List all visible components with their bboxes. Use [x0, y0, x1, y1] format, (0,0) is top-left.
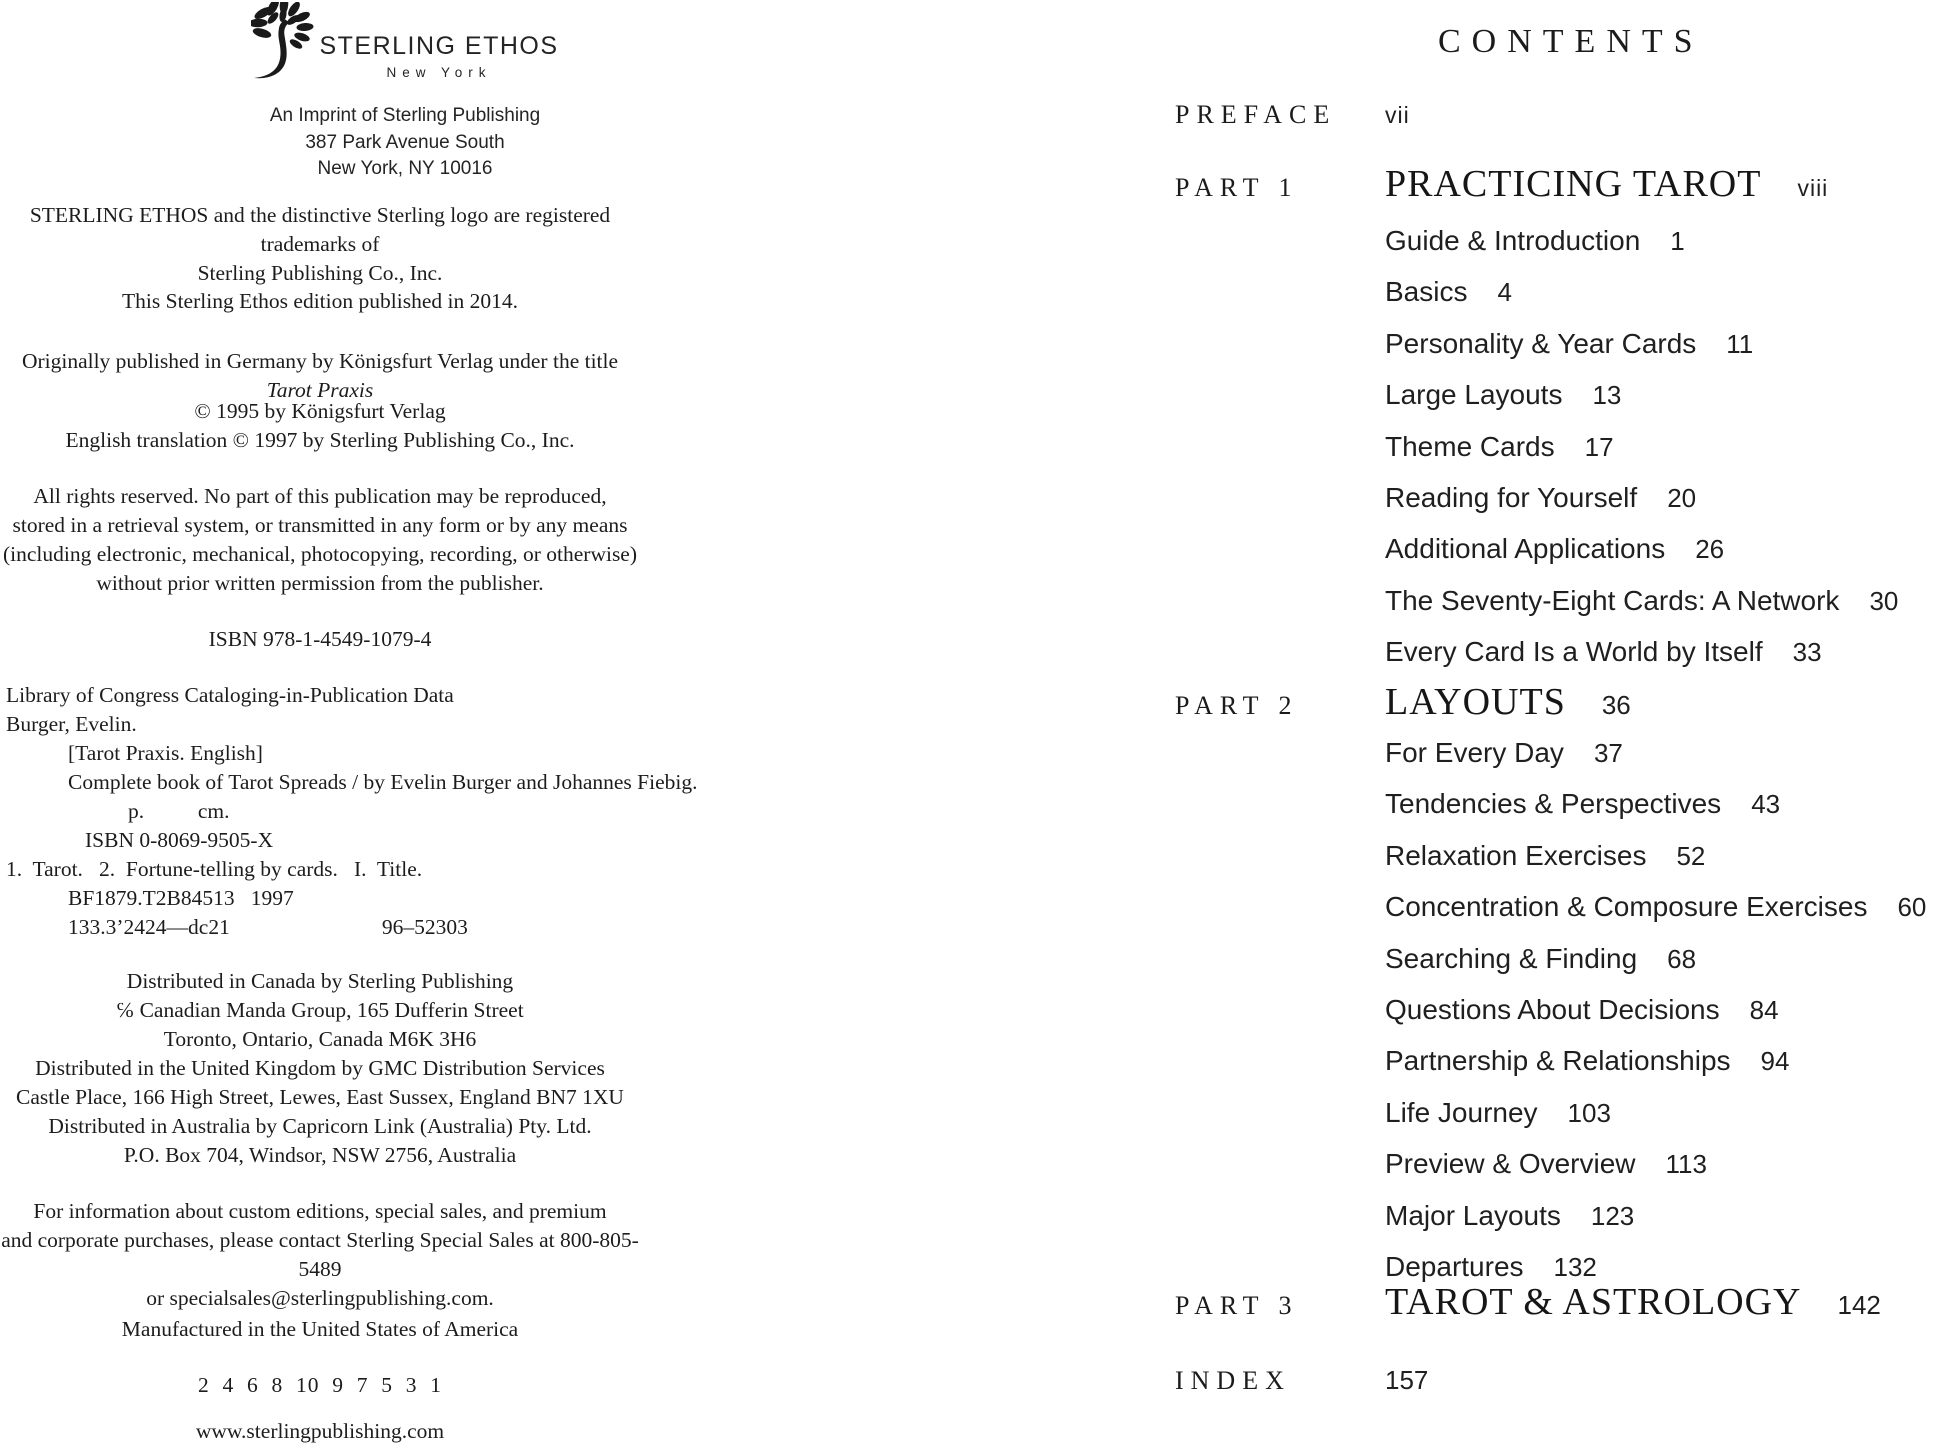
part-2-title: LAYOUTS	[1385, 681, 1566, 723]
chapter-title: The Seventy-Eight Cards: A Network	[1385, 584, 1840, 616]
toc-part-3	[1175, 1280, 1881, 1324]
chapter-title: Major Layouts	[1385, 1199, 1561, 1231]
rights-line: stored in a retrieval system, or transmitted in any form or by any means	[12, 513, 628, 537]
copyright-line: © 1995 by Königsfurt Verlag	[194, 399, 446, 423]
chapter-page-number: 30	[1869, 585, 1899, 616]
chapter-title: Tendencies & Perspectives	[1385, 788, 1722, 820]
chapter-page-number: 68	[1667, 943, 1697, 974]
publisher-website: www.sterlingpublishing.com	[195, 1419, 445, 1443]
chapter-page-number: 37	[1593, 738, 1623, 768]
distribution-line: Toronto, Ontario, Canada M6K 3H6	[163, 1027, 477, 1051]
part-2-label: PART 2	[1175, 691, 1299, 720]
toc-entry	[1385, 1098, 1926, 1129]
toc-part-1	[1175, 162, 1828, 206]
toc-entry	[1385, 483, 1898, 514]
toc-entry	[1385, 892, 1926, 923]
catalog-subjects: 1. Tarot. 2. Fortune-telling by cards. I. Title.	[6, 857, 423, 881]
toc-entry	[1385, 637, 1898, 668]
distribution-line: Distributed in the United Kingdom by GMC Distribution Services	[35, 1056, 605, 1080]
toc-entry	[1385, 534, 1898, 565]
toc-entry	[1385, 1149, 1926, 1180]
publisher-city: New York	[386, 65, 492, 80]
chapter-page-number: 94	[1760, 1046, 1790, 1077]
part-2-chapters	[1385, 738, 1926, 1303]
trademark-line: Sterling Publishing Co., Inc.	[197, 261, 443, 285]
special-sales-line: or specialsales@sterlingpublishing.com.	[146, 1286, 494, 1310]
distribution-block	[0, 967, 640, 1170]
chapter-title: Theme Cards	[1385, 430, 1555, 462]
catalog-author: Burger, Evelin.	[6, 712, 137, 736]
toc-entry	[1385, 1201, 1926, 1232]
chapter-page-number: 11	[1726, 328, 1754, 359]
part-2-page-number: 36	[1601, 690, 1631, 720]
part-3-page-number: 142	[1837, 1290, 1881, 1320]
imprint-address	[0, 103, 810, 183]
chapter-page-number: 84	[1749, 994, 1779, 1025]
chapter-page-number: 26	[1695, 534, 1725, 565]
original-publication-prefix: Originally published in Germany by Königsfurt Verlag under the title	[21, 349, 619, 373]
part-1-page-number: viii	[1797, 175, 1829, 201]
chapter-page-number: 1	[1670, 226, 1685, 256]
preface-page-number: vii	[1385, 102, 1410, 128]
toc-entry	[1385, 432, 1898, 463]
special-sales-line: and corporate purchases, please contact Sterling Special Sales at 800-805-5489	[1, 1228, 639, 1281]
manufactured-note: Manufactured in the United States of America	[121, 1317, 519, 1341]
copyright-page	[0, 0, 810, 1452]
toc-entry	[1385, 226, 1898, 257]
rights-notice	[0, 482, 640, 598]
catalog-heading: Library of Congress Cataloging-in-Publication Data	[6, 683, 454, 707]
chapter-title: For Every Day	[1385, 737, 1564, 768]
toc-entry	[1385, 329, 1898, 360]
copyright-line: English translation © 1997 by Sterling Publishing Co., Inc.	[65, 428, 575, 452]
chapter-title: Every Card Is a World by Itself	[1385, 636, 1763, 668]
special-sales-info	[0, 1197, 640, 1313]
chapter-title: Searching & Finding	[1385, 942, 1638, 974]
chapter-page-number: 4	[1497, 277, 1512, 308]
contents-page	[1100, 0, 1946, 1452]
chapter-page-number: 17	[1584, 431, 1614, 462]
chapter-page-number: 20	[1667, 482, 1697, 513]
copyright-lines	[0, 397, 640, 455]
toc-entry	[1385, 1046, 1926, 1077]
part-1-title: PRACTICING TAROT	[1385, 163, 1762, 205]
catalog-lc-class: BF1879.T2B84513 1997	[68, 886, 294, 910]
trademark-notice	[0, 201, 640, 288]
isbn-13: ISBN 978-1-4549-1079-4	[208, 627, 432, 651]
toc-entry	[1385, 1252, 1926, 1283]
rights-line: without prior written permission from the publisher.	[96, 571, 544, 595]
distribution-line: Castle Place, 166 High Street, Lewes, East Sussex, England BN7 1XU	[16, 1085, 624, 1109]
chapter-title: Large Layouts	[1385, 379, 1563, 411]
part-1-label: PART 1	[1175, 173, 1299, 202]
catalog-dewey-line	[0, 913, 700, 942]
index-page-number: 157	[1385, 1365, 1429, 1395]
chapter-page-number: 60	[1897, 892, 1927, 923]
chapter-title: Additional Applications	[1385, 533, 1666, 565]
chapter-title: Departures	[1385, 1250, 1524, 1282]
original-title: Tarot Praxis	[266, 378, 374, 402]
distribution-line: P.O. Box 704, Windsor, NSW 2756, Australia	[123, 1143, 517, 1167]
catalog-original-title: [Tarot Praxis. English]	[68, 741, 263, 765]
toc-entry	[1385, 841, 1926, 872]
distribution-line: Distributed in Australia by Capricorn Link (Australia) Pty. Ltd.	[48, 1114, 592, 1138]
catalog-isbn-10: ISBN 0-8069-9505-X	[85, 828, 274, 852]
toc-entry	[1385, 380, 1898, 411]
rights-line: (including electronic, mechanical, photocopying, recording, or otherwise)	[2, 542, 638, 566]
part-3-title: TAROT & ASTROLOGY	[1385, 1281, 1802, 1323]
toc-entry	[1385, 944, 1926, 975]
distribution-line: ℅ Canadian Manda Group, 165 Dufferin Street	[116, 998, 524, 1022]
chapter-title: Concentration & Composure Exercises	[1385, 891, 1868, 923]
chapter-title: Guide & Introduction	[1385, 225, 1641, 256]
part-3-label: PART 3	[1175, 1291, 1299, 1320]
catalog-dewey: 133.3’2424—dc21	[68, 915, 230, 939]
edition-note: This Sterling Ethos edition published in 2014.	[122, 289, 518, 313]
special-sales-line: For information about custom editions, special sales, and premium	[33, 1199, 607, 1223]
contents-heading: CONTENTS	[1438, 23, 1704, 60]
chapter-title: Personality & Year Cards	[1385, 327, 1697, 359]
imprint-line: 387 Park Avenue South	[305, 131, 505, 153]
chapter-page-number: 132	[1553, 1251, 1597, 1282]
loc-catalog-block	[0, 681, 700, 942]
toc-index	[1175, 1365, 1428, 1396]
preface-label: PREFACE	[1175, 100, 1337, 129]
toc-entry	[1385, 995, 1926, 1026]
toc-entry	[1385, 277, 1898, 308]
chapter-page-number: 113	[1665, 1149, 1707, 1180]
imprint-line: An Imprint of Sterling Publishing	[269, 105, 541, 126]
toc-entry	[1385, 586, 1898, 617]
toc-entry	[1385, 738, 1926, 769]
chapter-title: Preview & Overview	[1385, 1148, 1636, 1180]
chapter-title: Relaxation Exercises	[1385, 839, 1647, 871]
publisher-logo	[0, 2, 810, 80]
print-run-code: 2 4 6 8 10 9 7 5 3 1	[198, 1373, 442, 1397]
chapter-page-number: 123	[1590, 1200, 1635, 1231]
distribution-line: Distributed in Canada by Sterling Publishing	[126, 969, 514, 993]
imprint-line: New York, NY 10016	[317, 158, 493, 179]
rights-line: All rights reserved. No part of this publication may be reproduced,	[33, 484, 607, 508]
part-1-chapters	[1385, 226, 1898, 689]
chapter-page-number: 43	[1751, 789, 1781, 820]
chapter-page-number: 13	[1592, 380, 1622, 411]
catalog-collation: p. cm.	[128, 799, 230, 823]
chapter-title: Reading for Yourself	[1385, 481, 1638, 513]
chapter-page-number: 52	[1676, 840, 1706, 871]
catalog-full-title: Complete book of Tarot Spreads / by Evelin Burger and Johannes Fiebig.	[68, 770, 698, 794]
chapter-title: Questions About Decisions	[1385, 993, 1720, 1025]
chapter-title: Life Journey	[1385, 1096, 1538, 1128]
toc-entry	[1385, 789, 1926, 820]
chapter-page-number: 33	[1792, 637, 1822, 668]
index-label: INDEX	[1175, 1366, 1291, 1395]
trademark-line: STERLING ETHOS and the distinctive Sterling logo are registered trademarks of	[29, 203, 611, 256]
toc-part-2	[1175, 680, 1631, 724]
chapter-title: Basics	[1385, 276, 1468, 308]
publisher-logo-text	[319, 32, 558, 80]
sterling-tree-icon	[251, 2, 317, 80]
chapter-page-number: 103	[1567, 1097, 1611, 1128]
chapter-title: Partnership & Relationships	[1385, 1045, 1731, 1077]
toc-preface	[1175, 100, 1410, 130]
catalog-lccn: 96–52303	[381, 915, 468, 939]
publisher-name: STERLING ETHOS	[319, 32, 559, 60]
